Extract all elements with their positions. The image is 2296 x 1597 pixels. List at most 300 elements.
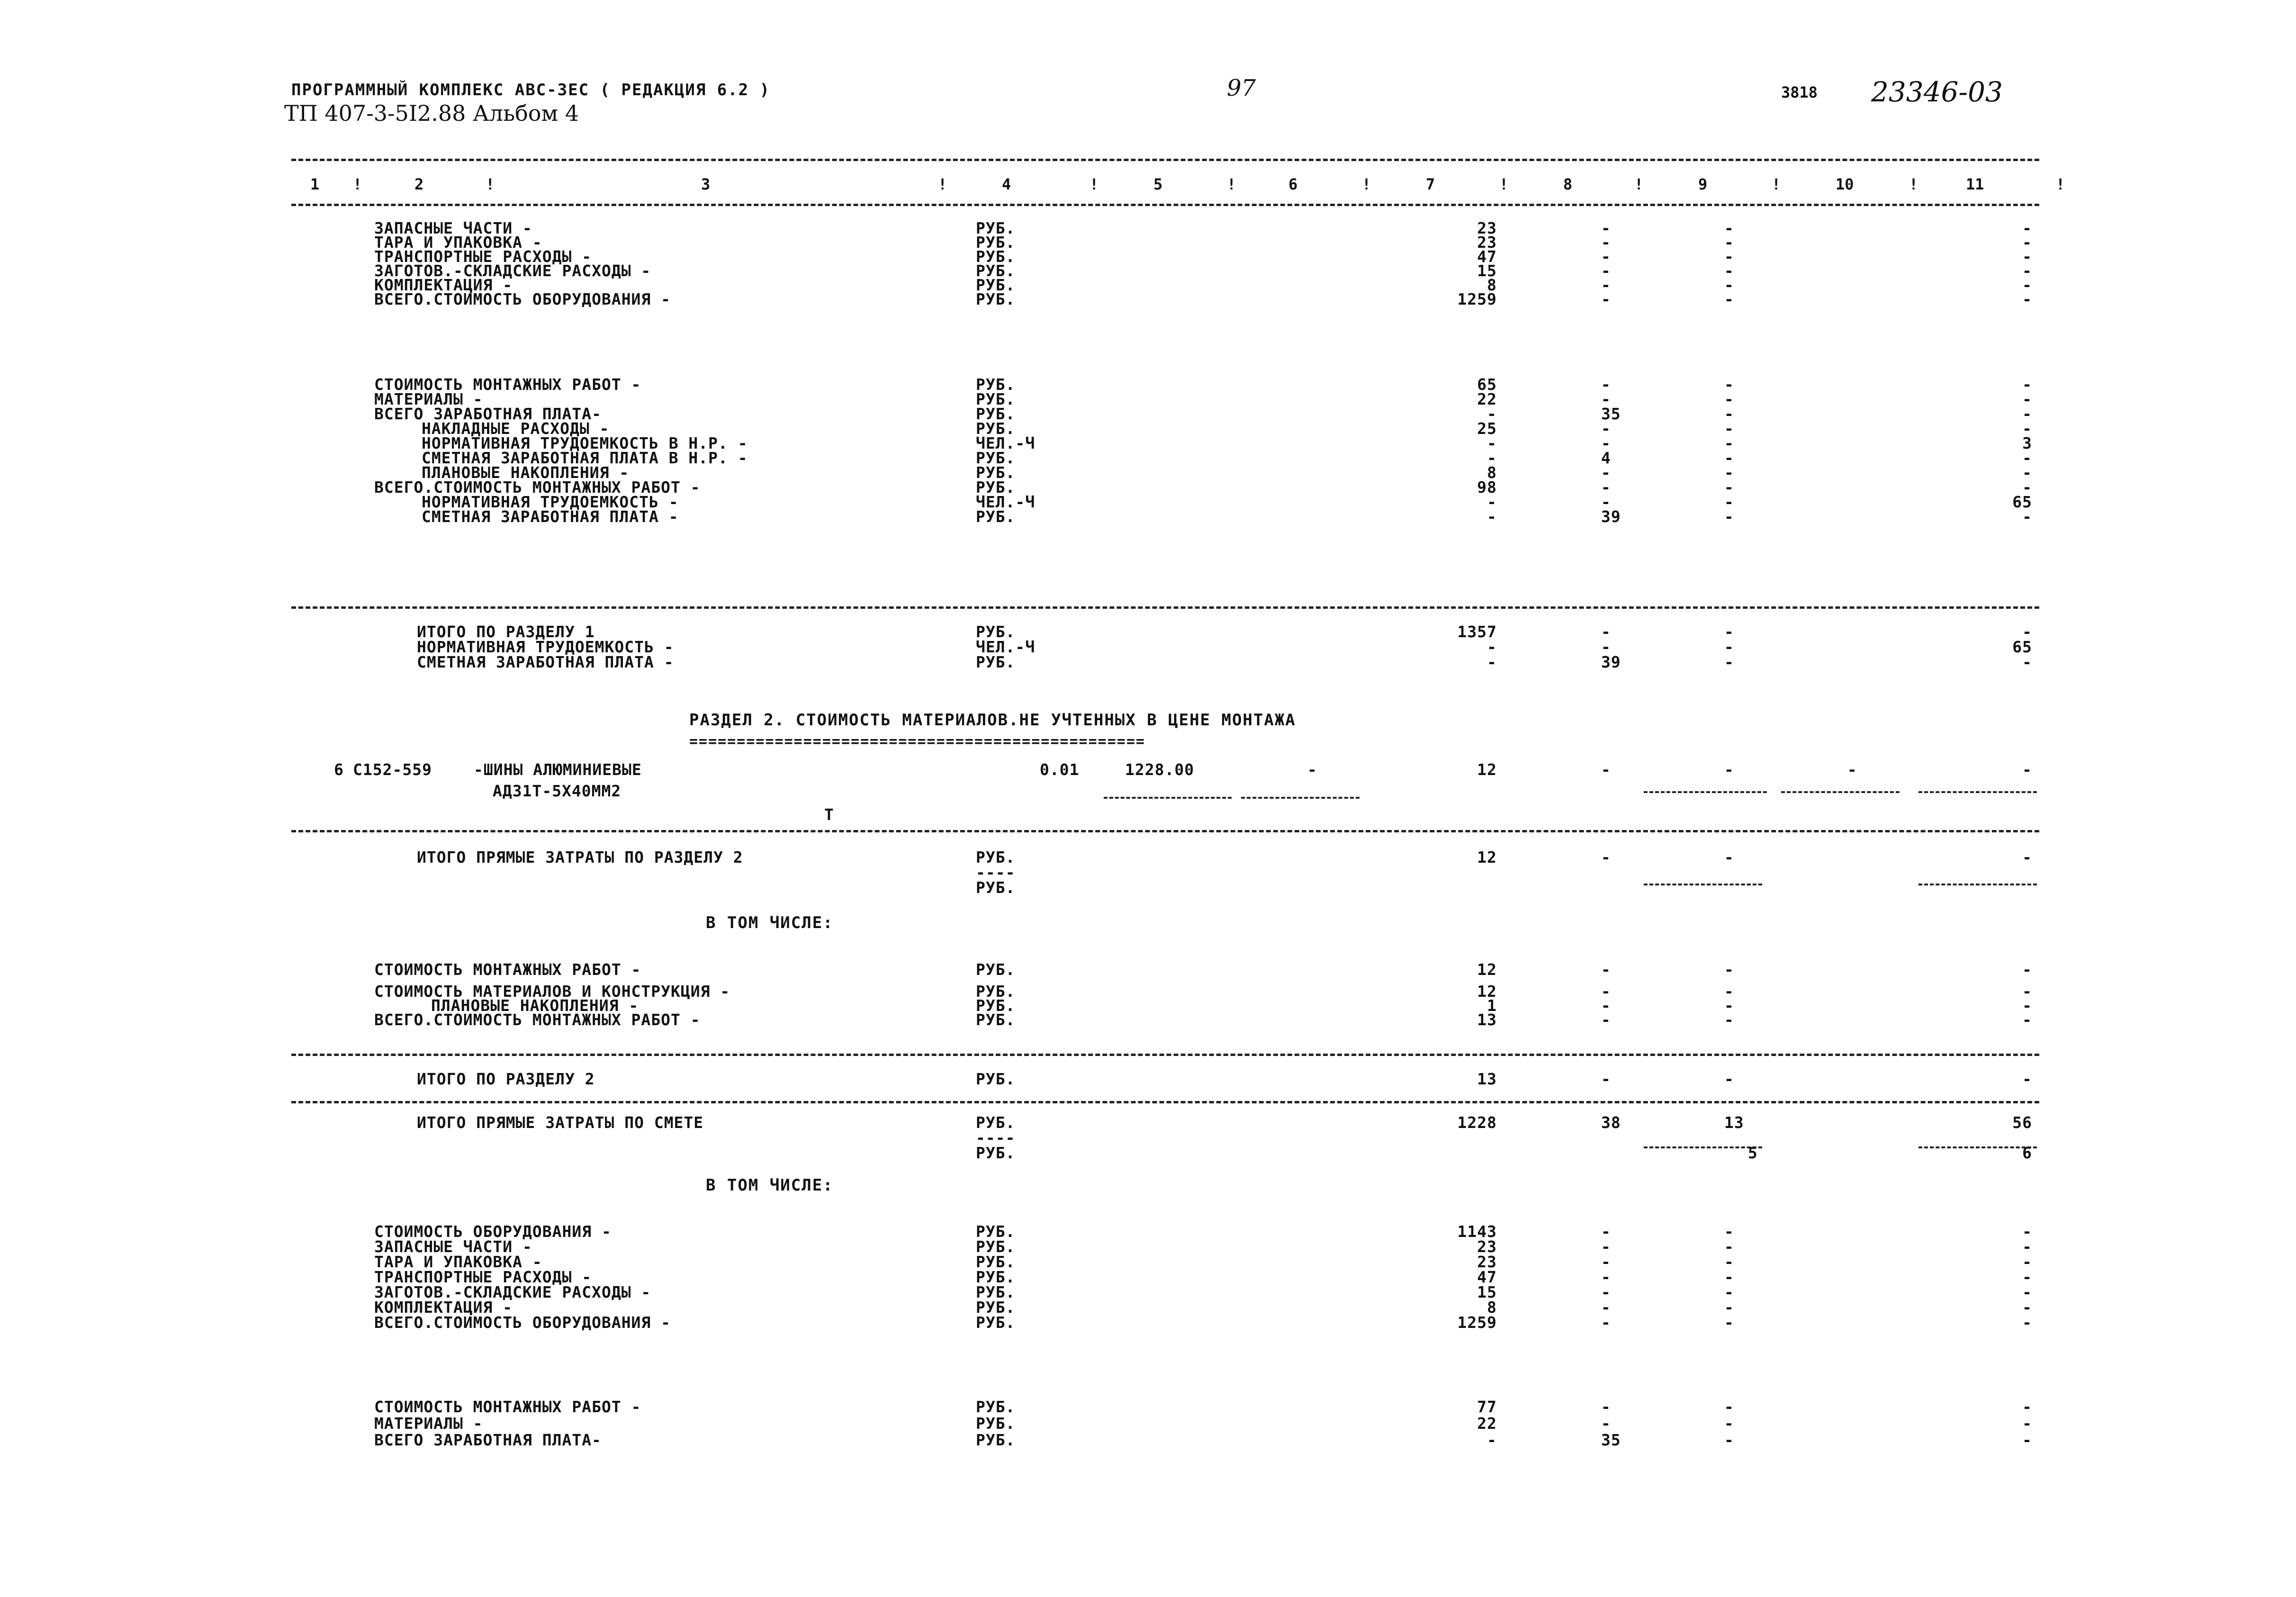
table-row bbox=[0, 1298, 2296, 1317]
row-label: ИТОГО ПО РАЗДЕЛУ 1 bbox=[417, 623, 595, 641]
block3-rule bbox=[291, 1054, 2039, 1056]
row-label: ВСЕГО ЗАРАБОТНАЯ ПЛАТА- bbox=[374, 1431, 602, 1449]
value-col8: 38 bbox=[1601, 1113, 1621, 1132]
column-separator: ! bbox=[486, 175, 495, 193]
value-col7: - bbox=[1487, 507, 1497, 526]
row-label: СМЕТНАЯ ЗАРАБОТНАЯ ПЛАТА - bbox=[422, 507, 679, 526]
value-col9: - bbox=[1724, 247, 1734, 266]
table-row bbox=[0, 1237, 2296, 1254]
value-col11: - bbox=[2022, 1298, 2032, 1317]
value-col9: - bbox=[1724, 434, 1734, 452]
value-col7: 1357 bbox=[1457, 623, 1497, 641]
value-col7: 13 bbox=[1477, 1070, 1497, 1088]
unit-cell: РУБ. bbox=[976, 390, 1016, 408]
value-col8: - bbox=[1601, 478, 1611, 496]
unit-cell: РУБ. bbox=[976, 1283, 1016, 1301]
value-col7: 8 bbox=[1487, 1298, 1497, 1317]
section1-total-rule bbox=[291, 606, 2039, 609]
row-label: МАТЕРИАЛЫ - bbox=[374, 390, 483, 408]
document-code: 3818 bbox=[1781, 83, 1818, 101]
item-qty: 0.01 bbox=[1040, 760, 1080, 779]
value-col9: - bbox=[1724, 276, 1734, 294]
column-header-4: 4 bbox=[1002, 175, 1011, 193]
item-c7: 12 bbox=[1477, 760, 1497, 779]
table-row bbox=[0, 419, 2296, 438]
value-col8: - bbox=[1601, 982, 1611, 1001]
value-col9: - bbox=[1724, 1313, 1734, 1332]
value-col11: - bbox=[2022, 1268, 2032, 1286]
item-rule bbox=[291, 830, 2039, 832]
album-reference: ТП 407-3-5I2.88 Альбом 4 bbox=[284, 100, 579, 126]
value-col8: - bbox=[1601, 233, 1611, 252]
column-separator: ! bbox=[1227, 175, 1236, 193]
value-col8: - bbox=[1601, 276, 1611, 294]
row-label: НОРМАТИВНАЯ ТРУДОЕМКОСТЬ В Н.Р. - bbox=[422, 434, 748, 452]
unit-cell: РУБ. bbox=[976, 463, 1016, 482]
row-label: ТАРА И УПАКОВКА - bbox=[374, 1253, 542, 1271]
value-col7: - bbox=[1487, 449, 1497, 467]
row-label: ИТОГО ПРЯМЫЕ ЗАТРАТЫ ПО РАЗДЕЛУ 2 bbox=[417, 848, 743, 866]
value-col7: 1228 bbox=[1457, 1113, 1497, 1132]
value-col8: - bbox=[1601, 390, 1611, 408]
row-label: ВСЕГО.СТОИМОСТЬ ОБОРУДОВАНИЯ - bbox=[374, 290, 671, 308]
value-col11: - bbox=[2022, 982, 2032, 1001]
value-col8: - bbox=[1601, 623, 1611, 641]
value-col9: - bbox=[1724, 290, 1734, 308]
item-code: С152-559 bbox=[353, 760, 432, 779]
row-label: СМЕТНАЯ ЗАРАБОТНАЯ ПЛАТА В Н.Р. - bbox=[422, 449, 748, 467]
value-col8: - bbox=[1601, 219, 1611, 237]
value-col7: 13 bbox=[1477, 1011, 1497, 1029]
value-col8: 35 bbox=[1601, 1431, 1621, 1449]
unit-cell: РУБ. bbox=[976, 848, 1016, 866]
table-row bbox=[0, 623, 2296, 639]
value-col7: - bbox=[1487, 1431, 1497, 1449]
value-col11: - bbox=[2022, 1431, 2032, 1449]
unit-cell: РУБ. bbox=[976, 247, 1016, 266]
value-col8: - bbox=[1601, 638, 1611, 656]
value-col8: - bbox=[1601, 463, 1611, 482]
column-header-9: 9 bbox=[1698, 175, 1708, 193]
table-row bbox=[0, 219, 2296, 235]
value-col7: 98 bbox=[1477, 478, 1497, 496]
column-separator: ! bbox=[2056, 175, 2065, 193]
including-label: В ТОМ ЧИСЛЕ: bbox=[706, 913, 834, 932]
column-separator: ! bbox=[1634, 175, 1644, 193]
value-col9: - bbox=[1724, 1222, 1734, 1241]
row-label: ВСЕГО.СТОИМОСТЬ МОНТАЖНЫХ РАБОТ - bbox=[374, 478, 701, 496]
table-row bbox=[0, 478, 2296, 494]
value-col7: 12 bbox=[1477, 982, 1497, 1001]
value-col7: 22 bbox=[1477, 390, 1497, 408]
row-label: КОМПЛЕКТАЦИЯ - bbox=[374, 1298, 513, 1317]
value-col8: 4 bbox=[1601, 449, 1611, 467]
value-col11: 65 bbox=[2012, 638, 2032, 656]
table-row bbox=[0, 1070, 2296, 1086]
value-col9: - bbox=[1724, 1253, 1734, 1271]
item-c9: - bbox=[1724, 760, 1734, 779]
row-label: ТАРА И УПАКОВКА - bbox=[374, 233, 542, 252]
row-label: НОРМАТИВНАЯ ТРУДОЕМКОСТЬ - bbox=[417, 638, 674, 656]
value-col8: - bbox=[1601, 996, 1611, 1015]
value-col7: 23 bbox=[1477, 233, 1497, 252]
row-label: ПЛАНОВЫЕ НАКОПЛЕНИЯ - bbox=[422, 463, 630, 482]
unit-cell: РУБ. bbox=[976, 1414, 1016, 1433]
value-col9: - bbox=[1724, 1398, 1734, 1416]
row-label: НАКЛАДНЫЕ РАСХОДЫ - bbox=[422, 419, 610, 438]
table-row bbox=[0, 434, 2296, 450]
unit-cell: РУБ. bbox=[976, 623, 1016, 641]
value-col9: 13 bbox=[1724, 1113, 1744, 1132]
unit-cell: РУБ. bbox=[976, 262, 1016, 280]
unit-cell: РУБ. bbox=[976, 449, 1016, 467]
value-col8: - bbox=[1601, 1222, 1611, 1241]
unit-cell: РУБ. bbox=[976, 996, 1016, 1015]
value-col11: - bbox=[2022, 623, 2032, 641]
value-col7: 1259 bbox=[1457, 1313, 1497, 1332]
value-col11: - bbox=[2022, 1011, 2032, 1029]
value-col7: 12 bbox=[1477, 848, 1497, 866]
value-col7: 23 bbox=[1477, 219, 1497, 237]
value-col7: 65 bbox=[1477, 375, 1497, 394]
item-c11: - bbox=[2022, 760, 2032, 779]
value-col7: 23 bbox=[1477, 1253, 1497, 1271]
value-col9: - bbox=[1724, 219, 1734, 237]
value-col7: 23 bbox=[1477, 1237, 1497, 1256]
value-col9: - bbox=[1724, 405, 1734, 423]
value-col11: 3 bbox=[2022, 434, 2032, 452]
value-col8: 35 bbox=[1601, 405, 1621, 423]
row-label: КОМПЛЕКТАЦИЯ - bbox=[374, 276, 513, 294]
table-top-rule bbox=[291, 159, 2039, 161]
value-col11: - bbox=[2022, 653, 2032, 671]
value-col7: 12 bbox=[1477, 960, 1497, 979]
value-col9: - bbox=[1724, 623, 1734, 641]
including-label-2: В ТОМ ЧИСЛЕ: bbox=[706, 1176, 834, 1195]
value-col9: - bbox=[1724, 449, 1734, 467]
value-col9: - bbox=[1724, 419, 1734, 438]
value-col7: 25 bbox=[1477, 419, 1497, 438]
value-col8: 39 bbox=[1601, 507, 1621, 526]
unit-cell: РУБ. bbox=[976, 960, 1016, 979]
value-col9: - bbox=[1724, 960, 1734, 979]
document-number: 23346-03 bbox=[1871, 76, 2003, 108]
unit-cell: РУБ. bbox=[976, 507, 1016, 526]
subtotal-rule bbox=[1241, 797, 1360, 799]
unit-cell: РУБ. bbox=[976, 1237, 1016, 1256]
unit-cell: РУБ. bbox=[976, 1268, 1016, 1286]
value-col9: - bbox=[1724, 1237, 1734, 1256]
value-col9: - bbox=[1724, 638, 1734, 656]
column-header-8: 8 bbox=[1563, 175, 1573, 193]
value-col7: 1 bbox=[1487, 996, 1497, 1015]
value-col7: 1143 bbox=[1457, 1222, 1497, 1241]
value-col11: - bbox=[2022, 419, 2032, 438]
value-col11: - bbox=[2022, 1398, 2032, 1416]
section2-title: РАЗДЕЛ 2. СТОИМОСТЬ МАТЕРИАЛОВ.НЕ УЧТЕННЫХ В ЦЕНЕ МОНТАЖА bbox=[689, 711, 1296, 730]
value-col9: - bbox=[1724, 493, 1734, 511]
unit-cell: РУБ. bbox=[976, 1070, 1016, 1088]
table-row bbox=[0, 638, 2296, 654]
table-row bbox=[0, 247, 2296, 266]
row-label: ВСЕГО.СТОИМОСТЬ ОБОРУДОВАНИЯ - bbox=[374, 1313, 671, 1332]
value-col11: - bbox=[2022, 1283, 2032, 1301]
value-col11: - bbox=[2022, 219, 2032, 237]
column-header-1: 1 bbox=[310, 175, 320, 193]
column-header-rule bbox=[291, 204, 2039, 206]
value-col11: - bbox=[2022, 848, 2032, 866]
value-col8: 39 bbox=[1601, 653, 1621, 671]
section2-underline: ================================================ bbox=[689, 733, 1145, 750]
table-row bbox=[0, 390, 2296, 406]
unit-cell: РУБ. bbox=[976, 1011, 1016, 1029]
unit-cell: РУБ. bbox=[976, 1222, 1016, 1241]
value-col8: - bbox=[1601, 1313, 1611, 1332]
value-col8: - bbox=[1601, 262, 1611, 280]
value-col7: - bbox=[1487, 638, 1497, 656]
value-col9: - bbox=[1724, 507, 1734, 526]
value-col11: - bbox=[2022, 463, 2032, 482]
value-col8: - bbox=[1601, 1268, 1611, 1286]
item-c6: - bbox=[1307, 760, 1317, 779]
value-col7: 47 bbox=[1477, 247, 1497, 266]
value-col11: - bbox=[2022, 247, 2032, 266]
page-number: 97 bbox=[1227, 75, 1256, 101]
table-row bbox=[0, 1268, 2296, 1284]
value-col9: - bbox=[1724, 262, 1734, 280]
row-label: ЗАПАСНЫЕ ЧАСТИ - bbox=[374, 1237, 532, 1256]
item-c10: - bbox=[1847, 760, 1857, 779]
table-row bbox=[0, 1313, 2296, 1332]
value-col9: - bbox=[1724, 1298, 1734, 1317]
column-separator: ! bbox=[938, 175, 947, 193]
item-name1: -ШИНЫ АЛЮМИНИЕВЫЕ bbox=[474, 760, 642, 779]
table-row bbox=[0, 1011, 2296, 1027]
value-col11: - bbox=[2022, 449, 2032, 467]
value-col8: - bbox=[1601, 1253, 1611, 1271]
item-c8: - bbox=[1601, 760, 1611, 779]
column-separator: ! bbox=[1089, 175, 1099, 193]
value-col11: - bbox=[2022, 390, 2032, 408]
value-col7: - bbox=[1487, 653, 1497, 671]
value-col11: - bbox=[2022, 405, 2032, 423]
value-col11: - bbox=[2022, 1237, 2032, 1256]
row-label: ВСЕГО ЗАРАБОТНАЯ ПЛАТА- bbox=[374, 405, 602, 423]
subtotal-rule bbox=[1104, 797, 1232, 799]
value-col11: - bbox=[2022, 1222, 2032, 1241]
table-row bbox=[0, 262, 2296, 278]
column-separator: ! bbox=[1772, 175, 1781, 193]
unit-cell: РУБ. bbox=[976, 1144, 1016, 1162]
value-col11: - bbox=[2022, 478, 2032, 496]
unit-cell: ЧЕЛ.-Ч bbox=[976, 493, 1035, 511]
value-col8: - bbox=[1601, 1283, 1611, 1301]
value-col7: 15 bbox=[1477, 262, 1497, 280]
value-col9: - bbox=[1724, 478, 1734, 496]
value-col11: - bbox=[2022, 233, 2032, 252]
value-col7: - bbox=[1487, 434, 1497, 452]
table-row bbox=[0, 276, 2296, 292]
unit-cell: РУБ. bbox=[976, 419, 1016, 438]
value-col7: 22 bbox=[1477, 1414, 1497, 1433]
value-col7: 1259 bbox=[1457, 290, 1497, 308]
unit-cell: РУБ. bbox=[976, 375, 1016, 394]
value-col8: - bbox=[1601, 1011, 1611, 1029]
unit-cell: РУБ. bbox=[976, 219, 1016, 237]
row-label: СТОИМОСТЬ МОНТАЖНЫХ РАБОТ - bbox=[374, 960, 641, 979]
unit-cell: РУБ. bbox=[976, 1113, 1016, 1132]
row-label: ИТОГО ПО РАЗДЕЛУ 2 bbox=[417, 1070, 595, 1088]
value-col8: - bbox=[1601, 434, 1611, 452]
section2-total-rule bbox=[291, 1101, 2039, 1103]
row-label: ВСЕГО.СТОИМОСТЬ МОНТАЖНЫХ РАБОТ - bbox=[374, 1011, 701, 1029]
value-col8: - bbox=[1601, 960, 1611, 979]
value-col8: - bbox=[1601, 1070, 1611, 1088]
value-col11: - bbox=[2022, 960, 2032, 979]
table-row bbox=[0, 848, 2296, 864]
value-col9: - bbox=[1724, 1283, 1734, 1301]
column-separator: ! bbox=[353, 175, 362, 193]
row-label: ЗАГОТОВ.-СКЛАДСКИЕ РАСХОДЫ - bbox=[374, 262, 651, 280]
value-col7: - bbox=[1487, 493, 1497, 511]
item-no: 6 bbox=[334, 760, 344, 779]
value-c9b: 5 bbox=[1748, 1144, 1758, 1162]
table-row bbox=[0, 1222, 2296, 1241]
value-col9: - bbox=[1724, 996, 1734, 1015]
row-label: НОРМАТИВНАЯ ТРУДОЕМКОСТЬ - bbox=[422, 493, 679, 511]
value-col11: - bbox=[2022, 262, 2032, 280]
column-header-6: 6 bbox=[1288, 175, 1298, 193]
table-row bbox=[0, 1431, 2296, 1447]
unit-cell: РУБ. bbox=[976, 1431, 1016, 1449]
item-price: 1228.00 bbox=[1125, 760, 1195, 779]
subtotal-rule bbox=[1644, 791, 1767, 793]
unit-cell: ---- bbox=[976, 1128, 1016, 1147]
row-label: ТРАНСПОРТНЫЕ РАСХОДЫ - bbox=[374, 247, 592, 266]
row-label: ЗАПАСНЫЕ ЧАСТИ - bbox=[374, 219, 532, 237]
column-header-3: 3 bbox=[701, 175, 711, 193]
value-col9: - bbox=[1724, 463, 1734, 482]
value-col8: - bbox=[1601, 848, 1611, 866]
value-col11: - bbox=[2022, 290, 2032, 308]
table-row bbox=[0, 1253, 2296, 1269]
table-row bbox=[0, 290, 2296, 306]
value-col7: - bbox=[1487, 405, 1497, 423]
value-col11: - bbox=[2022, 1414, 2032, 1433]
row-label: СТОИМОСТЬ МАТЕРИАЛОВ И КОНСТРУКЦИЯ - bbox=[374, 982, 730, 1001]
value-col8: - bbox=[1601, 493, 1611, 511]
unit-cell: РУБ. bbox=[976, 1398, 1016, 1416]
value-col7: 47 bbox=[1477, 1268, 1497, 1286]
table-row bbox=[0, 449, 2296, 465]
value-col11: 56 bbox=[2012, 1113, 2032, 1132]
table-row bbox=[0, 863, 2296, 882]
row-label: СМЕТНАЯ ЗАРАБОТНАЯ ПЛАТА - bbox=[417, 653, 674, 671]
subtotal-rule bbox=[1918, 791, 2037, 793]
table-row bbox=[0, 507, 2296, 526]
table-row bbox=[0, 463, 2296, 482]
column-separator: ! bbox=[1362, 175, 1371, 193]
value-col9: - bbox=[1724, 1431, 1734, 1449]
unit-cell: РУБ. bbox=[976, 878, 1016, 897]
unit-cell: РУБ. bbox=[976, 276, 1016, 294]
unit-cell: РУБ. bbox=[976, 290, 1016, 308]
value-col9: - bbox=[1724, 848, 1734, 866]
unit-cell: РУБ. bbox=[976, 1298, 1016, 1317]
value-col9: - bbox=[1724, 233, 1734, 252]
table-row bbox=[0, 653, 2296, 669]
table-row bbox=[0, 960, 2296, 979]
value-col8: - bbox=[1601, 375, 1611, 394]
value-col8: - bbox=[1601, 419, 1611, 438]
value-col7: 15 bbox=[1477, 1283, 1497, 1301]
value-col11: - bbox=[2022, 996, 2032, 1015]
unit-cell: РУБ. bbox=[976, 1253, 1016, 1271]
value-col7: 77 bbox=[1477, 1398, 1497, 1416]
item-name2: АД31Т-5Х40ММ2 bbox=[493, 782, 621, 800]
value-col11: - bbox=[2022, 276, 2032, 294]
column-header-5: 5 bbox=[1153, 175, 1163, 193]
row-label: СТОИМОСТЬ МОНТАЖНЫХ РАБОТ - bbox=[374, 375, 641, 394]
table-row bbox=[0, 1283, 2296, 1299]
item-mark: Т bbox=[824, 805, 834, 824]
table-row bbox=[0, 493, 2296, 509]
program-header: ПРОГРАММНЫЙ КОМПЛЕКС АВС-ЗЕС ( РЕДАКЦИЯ 6.2 ) bbox=[291, 81, 771, 99]
unit-cell: РУБ. bbox=[976, 653, 1016, 671]
value-col11: - bbox=[2022, 507, 2032, 526]
value-col8: - bbox=[1601, 1398, 1611, 1416]
unit-cell: РУБ. bbox=[976, 233, 1016, 252]
column-header-10: 10 bbox=[1836, 175, 1854, 193]
value-col9: - bbox=[1724, 390, 1734, 408]
table-row bbox=[0, 1144, 2296, 1160]
column-separator: ! bbox=[1909, 175, 1918, 193]
row-label: ЗАГОТОВ.-СКЛАДСКИЕ РАСХОДЫ - bbox=[374, 1283, 651, 1301]
value-col11: - bbox=[2022, 1253, 2032, 1271]
value-col9: - bbox=[1724, 1414, 1734, 1433]
row-label: МАТЕРИАЛЫ - bbox=[374, 1414, 483, 1433]
table-row bbox=[0, 1414, 2296, 1433]
row-label: СТОИМОСТЬ ОБОРУДОВАНИЯ - bbox=[374, 1222, 612, 1241]
value-col7: 8 bbox=[1487, 276, 1497, 294]
value-col9: - bbox=[1724, 982, 1734, 1001]
unit-cell: ЧЕЛ.-Ч bbox=[976, 434, 1035, 452]
value-col9: - bbox=[1724, 1268, 1734, 1286]
table-row bbox=[0, 405, 2296, 421]
value-c11b: 6 bbox=[2022, 1144, 2032, 1162]
row-label: СТОИМОСТЬ МОНТАЖНЫХ РАБОТ - bbox=[374, 1398, 641, 1416]
material-item-row-continued bbox=[0, 782, 2296, 824]
row-label: ТРАНСПОРТНЫЕ РАСХОДЫ - bbox=[374, 1268, 592, 1286]
unit-cell: РУБ. bbox=[976, 405, 1016, 423]
unit-cell: ЧЕЛ.-Ч bbox=[976, 638, 1035, 656]
table-row bbox=[0, 233, 2296, 252]
unit-cell: ---- bbox=[976, 863, 1016, 882]
table-row bbox=[0, 982, 2296, 1001]
row-label: ПЛАНОВЫЕ НАКОПЛЕНИЯ - bbox=[431, 996, 639, 1015]
table-row bbox=[0, 996, 2296, 1015]
row-label: ИТОГО ПРЯМЫЕ ЗАТРАТЫ ПО СМЕТЕ bbox=[417, 1113, 704, 1132]
value-col8: - bbox=[1601, 1298, 1611, 1317]
table-row bbox=[0, 878, 2296, 897]
value-col11: - bbox=[2022, 1313, 2032, 1332]
table-row bbox=[0, 375, 2296, 394]
value-col9: - bbox=[1724, 1070, 1734, 1088]
value-col7: 8 bbox=[1487, 463, 1497, 482]
unit-cell: РУБ. bbox=[976, 1313, 1016, 1332]
column-header-7: 7 bbox=[1426, 175, 1435, 193]
value-col8: - bbox=[1601, 290, 1611, 308]
